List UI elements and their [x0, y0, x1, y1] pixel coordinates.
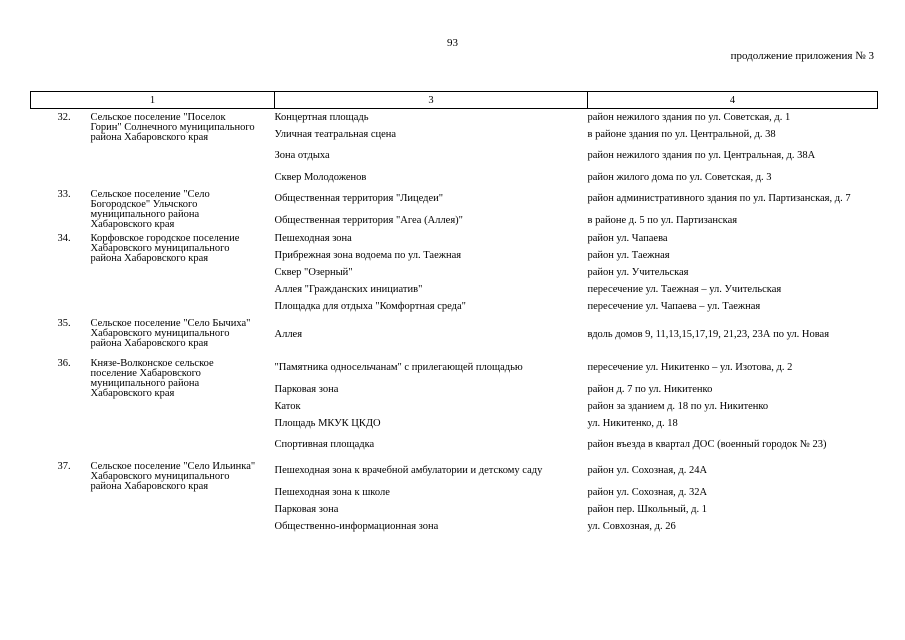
- object-name: Общественно-информационная зона: [274, 520, 439, 532]
- object-name: Площадь МКУК ЦКДО: [274, 417, 381, 429]
- object-location: район нежилого здания по ул. Советская, д. 1: [587, 111, 791, 123]
- row-number: 34.: [57, 233, 71, 244]
- object-name: Парковая зона: [274, 503, 339, 515]
- settlement-cell: [31, 230, 275, 315]
- object-name: Концертная площадь: [274, 111, 369, 123]
- settlement-name: Сельское поселение "Поселок Горин" Солнечного муниципального района Хабаровского края: [90, 112, 255, 143]
- appendix-continuation-note: продолжение приложения № 3: [730, 50, 874, 62]
- object-name: Общественная территория "Агеа (Аллея)": [274, 215, 463, 227]
- settlement-name: Князе-Волконское сельское поселение Хабаровского муниципального района Хабаровского края: [90, 358, 214, 399]
- object-name: Зона отдыха: [274, 150, 330, 161]
- object-location: район административного здания по ул. Партизанская, д. 7: [587, 193, 851, 205]
- object-location: район ул. Учительская: [587, 266, 689, 278]
- settlement-cell: [31, 315, 275, 355]
- settlement-name: Сельское поселение "Село Богородское" Ульчского муниципального района Хабаровского края: [90, 189, 210, 230]
- row-number: 32.: [57, 112, 71, 123]
- object-location: район жилого дома по ул. Советская, д. 3: [587, 171, 772, 183]
- object-location: ул. Совхозная, д. 26: [587, 520, 676, 532]
- object-location: район ул. Чапаева: [587, 232, 668, 244]
- column-header-4: 4: [588, 92, 878, 109]
- settlement-name: Корфовское городское поселение Хабаровского муниципального района Хабаровского края: [90, 233, 240, 264]
- object-name: Площадка для отдыха "Комфортная среда": [274, 300, 466, 312]
- object-location: район ул. Сохозная, д. 32А: [587, 486, 708, 498]
- object-location: пересечение ул. Никитенко – ул. Изотова, д. 2: [587, 362, 793, 373]
- table-row: [31, 355, 878, 381]
- settlement-cell: [31, 109, 275, 187]
- object-name: "Памятника односельчанам" с прилегающей площадью: [274, 362, 523, 373]
- column-header-1: 1: [31, 92, 275, 109]
- object-name: Пешеходная зона: [274, 232, 352, 244]
- table-row: [31, 230, 878, 247]
- object-name: Каток: [274, 400, 301, 412]
- object-location: район д. 7 по ул. Никитенко: [587, 383, 713, 395]
- table-row: [31, 186, 878, 213]
- object-name: Прибрежная зона водоема по ул. Таежная: [274, 249, 462, 261]
- object-name: Пешеходная зона к врачебной амбулатории и детскому саду: [274, 465, 543, 476]
- object-location: пересечение ул. Таежная – ул. Учительская: [587, 283, 782, 295]
- row-number: 35.: [57, 318, 71, 329]
- object-location: вдоль домов 9, 11,13,15,17,19, 21,23, 23А по ул. Новая: [587, 329, 830, 340]
- object-location: район ул. Сохозная, д. 24А: [587, 465, 708, 476]
- table-header-row: [31, 92, 878, 109]
- settlement-cell: [31, 458, 275, 535]
- object-location: в районе д. 5 по ул. Партизанская: [587, 215, 738, 227]
- appendix-table: [30, 91, 878, 535]
- object-location: ул. Никитенко, д. 18: [587, 417, 678, 429]
- table-body: [31, 109, 878, 536]
- table-row: [31, 109, 878, 127]
- object-name: Пешеходная зона к школе: [274, 486, 390, 498]
- object-name: Сквер "Озерный": [274, 266, 353, 278]
- object-name: Аллея: [274, 329, 303, 340]
- row-number: 37.: [57, 461, 71, 472]
- row-number: 33.: [57, 189, 71, 200]
- object-name: Спортивная площадка: [274, 439, 375, 450]
- object-location: район нежилого здания по ул. Центральная, д. 38А: [587, 150, 816, 161]
- settlement-name: Сельское поселение "Село Бычиха" Хабаровского муниципального района Хабаровского края: [90, 318, 251, 349]
- object-location: район за зданием д. 18 по ул. Никитенко: [587, 400, 769, 412]
- object-location: район ул. Таежная: [587, 249, 670, 261]
- object-name: Общественная территория "Лицедеи": [274, 193, 444, 205]
- object-name: Уличная театральная сцена: [274, 128, 397, 140]
- page-number: 93: [447, 37, 458, 49]
- object-location: район въезда в квартал ДОС (военный городок № 23): [587, 439, 827, 450]
- object-location: пересечение ул. Чапаева – ул. Таежная: [587, 300, 761, 312]
- table-row: [31, 315, 878, 355]
- object-name: Сквер Молодоженов: [274, 171, 367, 183]
- settlement-cell: [31, 355, 275, 458]
- settlement-name: Сельское поселение "Село Ильинка" Хабаровского муниципального района Хабаровского края: [90, 461, 256, 492]
- object-location: в районе здания по ул. Центральной, д. 38: [587, 128, 776, 140]
- column-header-3: 3: [275, 92, 588, 109]
- object-name: Парковая зона: [274, 383, 339, 395]
- object-location: район пер. Школьный, д. 1: [587, 503, 707, 515]
- row-number: 36.: [57, 358, 71, 369]
- settlement-cell: [31, 186, 275, 230]
- object-name: Аллея "Гражданских инициатив": [274, 283, 423, 295]
- table-row: [31, 458, 878, 484]
